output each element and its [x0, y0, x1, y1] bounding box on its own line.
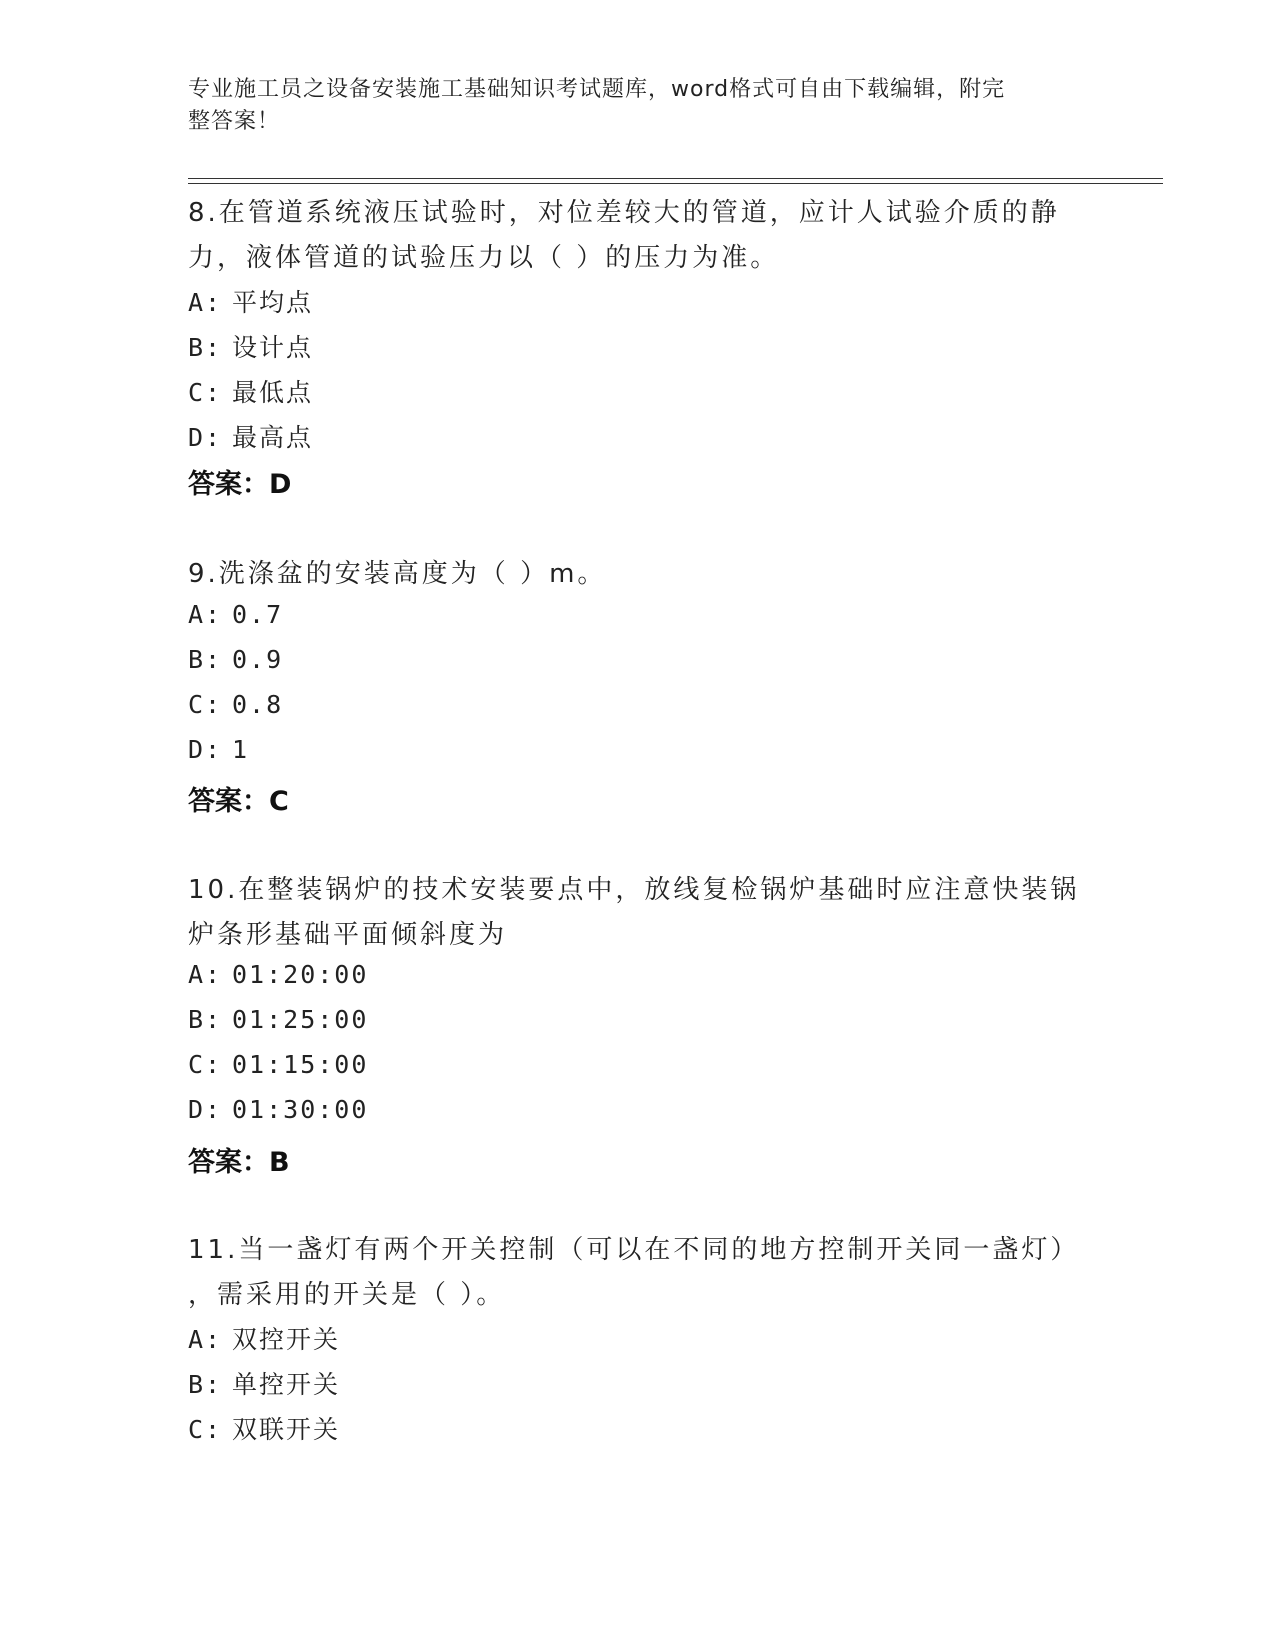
option-text: 双控开关: [232, 1325, 341, 1354]
option-text: 01:25:00: [232, 1005, 369, 1034]
option-letter: A:: [188, 1325, 223, 1354]
question-10-stem-line1: 10.在整装锅炉的技术安装要点中，放线复检锅炉基础时应注意快装锅: [188, 875, 1080, 905]
option-text: 双联开关: [232, 1415, 341, 1444]
option-text: 最低点: [232, 378, 314, 407]
option-letter: D:: [188, 735, 223, 764]
header-title-line2: 整答案！: [188, 109, 281, 134]
option-text: 单控开关: [232, 1370, 341, 1399]
question-9-option-a: [188, 600, 283, 629]
question-10-option-b: [188, 1005, 368, 1034]
question-10-option-d: [188, 1095, 368, 1124]
question-9-option-c: [188, 690, 283, 719]
option-letter: B:: [188, 1005, 223, 1034]
question-11-option-c: [188, 1410, 340, 1446]
question-11-option-b: [188, 1365, 340, 1401]
option-text: 01:15:00: [232, 1050, 369, 1079]
option-text: 0.7: [232, 600, 284, 629]
option-letter: B:: [188, 645, 223, 674]
option-text: 0.8: [232, 690, 284, 719]
option-letter: C:: [188, 690, 223, 719]
question-8-option-b: [188, 328, 313, 364]
option-text: 最高点: [232, 423, 314, 452]
question-10-answer: 答案：B: [188, 1147, 290, 1178]
option-text: 1: [232, 735, 250, 764]
question-9-answer: 答案：C: [188, 786, 289, 817]
option-letter: D:: [188, 1095, 223, 1124]
question-11-option-a: [188, 1320, 340, 1356]
question-8-option-d: [188, 418, 313, 454]
option-letter: A:: [188, 960, 223, 989]
option-letter: A:: [188, 288, 223, 317]
option-text: 01:20:00: [232, 960, 369, 989]
option-text: 0.9: [232, 645, 284, 674]
option-letter: A:: [188, 600, 223, 629]
question-8-option-a: [188, 283, 313, 319]
question-11-stem-line1: 11.当一盏灯有两个开关控制（可以在不同的地方控制开关同一盏灯）: [188, 1235, 1080, 1265]
document-header: [188, 74, 1068, 138]
question-9-option-b: [188, 645, 283, 674]
option-letter: C:: [188, 378, 223, 407]
question-8-stem-line2: 力，液体管道的试验压力以（ ）的压力为准。: [188, 243, 780, 273]
question-9-stem-line1: 9.洗涤盆的安装高度为（ ）m。: [188, 559, 607, 589]
question-9-option-d: [188, 735, 249, 764]
option-text: 平均点: [232, 288, 314, 317]
option-letter: B:: [188, 1370, 223, 1399]
question-10-option-c: [188, 1050, 368, 1079]
option-letter: C:: [188, 1050, 223, 1079]
question-11-stem-line2: ，需采用的开关是（ ）。: [188, 1280, 506, 1310]
option-letter: D:: [188, 423, 223, 452]
option-letter: C:: [188, 1415, 223, 1444]
option-letter: B:: [188, 333, 223, 362]
question-8-option-c: [188, 373, 313, 409]
question-10-stem-line2: 炉条形基础平面倾斜度为: [188, 920, 508, 950]
header-divider-bottom: [188, 183, 1163, 184]
header-divider-top: [188, 178, 1163, 179]
question-8-stem-line1: 8.在管道系统液压试验时，对位差较大的管道，应计人试验介质的静: [188, 198, 1060, 228]
question-10-option-a: [188, 960, 368, 989]
option-text: 设计点: [232, 333, 314, 362]
header-title-line1: 专业施工员之设备安装施工基础知识考试题库，word格式可自由下载编辑，附完: [188, 77, 1006, 102]
question-8-answer: 答案：D: [188, 469, 292, 500]
option-text: 01:30:00: [232, 1095, 369, 1124]
